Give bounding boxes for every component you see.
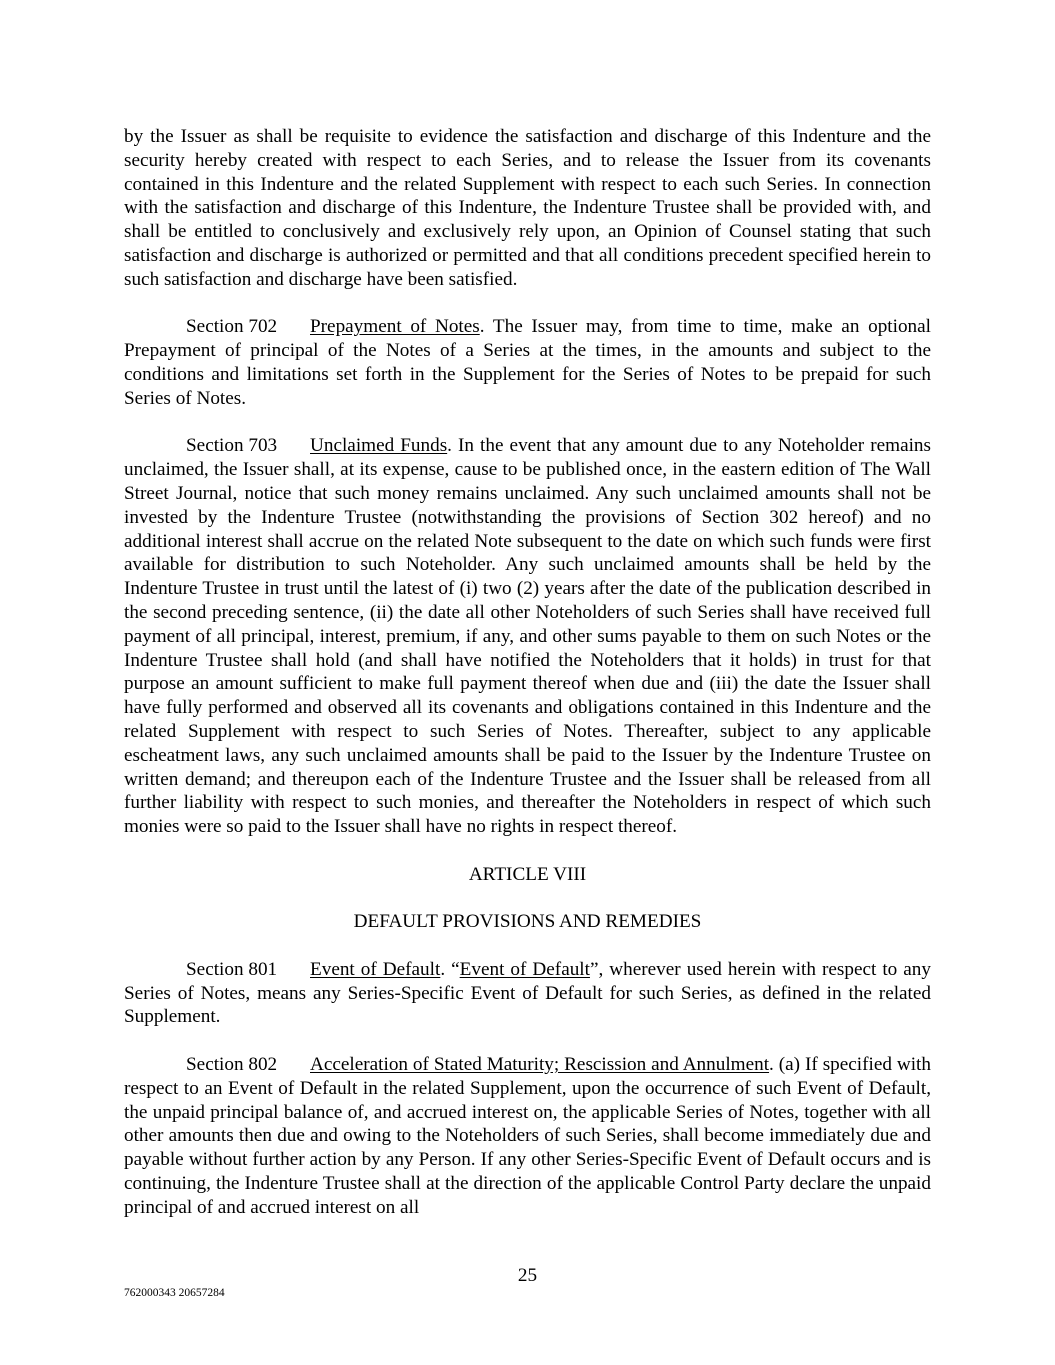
section-702 bbox=[124, 315, 931, 410]
section-801-defined-term: Event of Default bbox=[459, 958, 590, 980]
document-body bbox=[124, 125, 931, 1243]
article-title: DEFAULT PROVISIONS AND REMEDIES bbox=[353, 911, 702, 933]
section-702-number: Section 702 bbox=[186, 316, 278, 338]
section-801-text-b: ”, wherever used herein with respect to any Series of Notes, means any Series-Specific Event of Default for such Series, as defined in the related Supplement. bbox=[124, 958, 931, 1028]
section-702-title: Prepayment of Notes bbox=[310, 316, 480, 338]
section-802 bbox=[124, 1053, 931, 1220]
section-802-text: . (a) If specified with respect to an Event of Default in the related Supplement, upon the occurrence of such Event of Default, the unpaid principal balance of, and accrued interest on, the applicable Series of Notes, together with all other amounts then due and owing to the Noteholders of such Series, shall become immediately due and payable without further action by any Person. If any other Series-Specific Event of Default occurs and is continuing, the Indenture Trustee shall at the direction of the applicable Control Party declare the unpaid principal of and accrued interest on all bbox=[124, 1054, 931, 1218]
section-802-number: Section 802 bbox=[186, 1054, 278, 1076]
section-801-title: Event of Default bbox=[310, 958, 441, 980]
article-heading: ARTICLE VIII bbox=[468, 863, 587, 885]
section-703-number: Section 703 bbox=[186, 435, 278, 457]
document-id: 762000343 20657284 bbox=[124, 1287, 225, 1299]
paragraph-continuation: by the Issuer as shall be requisite to evidence the satisfaction and discharge of this Indenture and the security hereby created with respect to each Series, and to release the Issuer from its covenants contained in this Indenture and the related Supplement with respect to each such Series. In connection with the satisfaction and discharge of this Indenture, the Indenture Trustee shall be provided with, and shall be entitled to conclusively and exclusively rely upon, an Opinion of Counsel stating that such satisfaction and discharge is authorized or permitted and that all conditions precedent specified herein to such satisfaction and discharge have been satisfied. bbox=[124, 126, 931, 290]
section-802-title: Acceleration of Stated Maturity; Rescission and Annulment bbox=[310, 1054, 770, 1076]
section-703-title: Unclaimed Funds bbox=[310, 435, 448, 457]
section-801-number: Section 801 bbox=[186, 958, 278, 980]
section-703-text: . In the event that any amount due to any Noteholder remains unclaimed, the Issuer shall, at its expense, cause to be published once, in the eastern edition of The Wall Street Journal, notice that such money remains unclaimed. Any such unclaimed amounts shall not be invested by the Indenture Trustee (notwithstanding the provisions of Section 302 hereof) and no additional interest shall accrue on the related Note subsequent to the date on which such funds were first available for distribution to such Noteholder. Any such unclaimed amounts shall be held by the Indenture Trustee in trust until the latest of (i) two (2) years after the date of the publication described in the second preceding sentence, (ii) the date all other Noteholders of such Series shall have received full payment of all principal, interest, premium, if any, and other sums payable to them on such Notes or the Indenture Trustee shall hold (and shall have notified the Noteholders that it holds) in trust for that purpose an amount sufficient to make full payment thereof when due and (iii) the date the Issuer shall have fully performed and observed all its covenants and obligations contained in this Indenture and the related Supplement with respect to such Series of Notes. Thereafter, subject to any applicable escheatment laws, any such unclaimed amounts shall be paid to the Issuer by the Indenture Trustee on written demand; and thereupon each of the Indenture Trustee and the Issuer shall be released from all further liability with respect to such monies, and thereafter the Noteholders in respect of which such monies were so paid to the Issuer shall have no rights in respect thereof. bbox=[124, 435, 931, 838]
section-801-text-a: . “ bbox=[440, 958, 460, 980]
page-number: 25 bbox=[517, 1265, 538, 1286]
section-703 bbox=[124, 434, 931, 839]
section-702-text: . The Issuer may, from time to time, make an optional Prepayment of principal of the Notes of a Series at the times, in the amounts and subject to the conditions and limitations set forth in the Supplement for the Series of Notes to be prepaid for such Series of Notes. bbox=[124, 316, 931, 409]
section-801 bbox=[124, 958, 931, 1029]
